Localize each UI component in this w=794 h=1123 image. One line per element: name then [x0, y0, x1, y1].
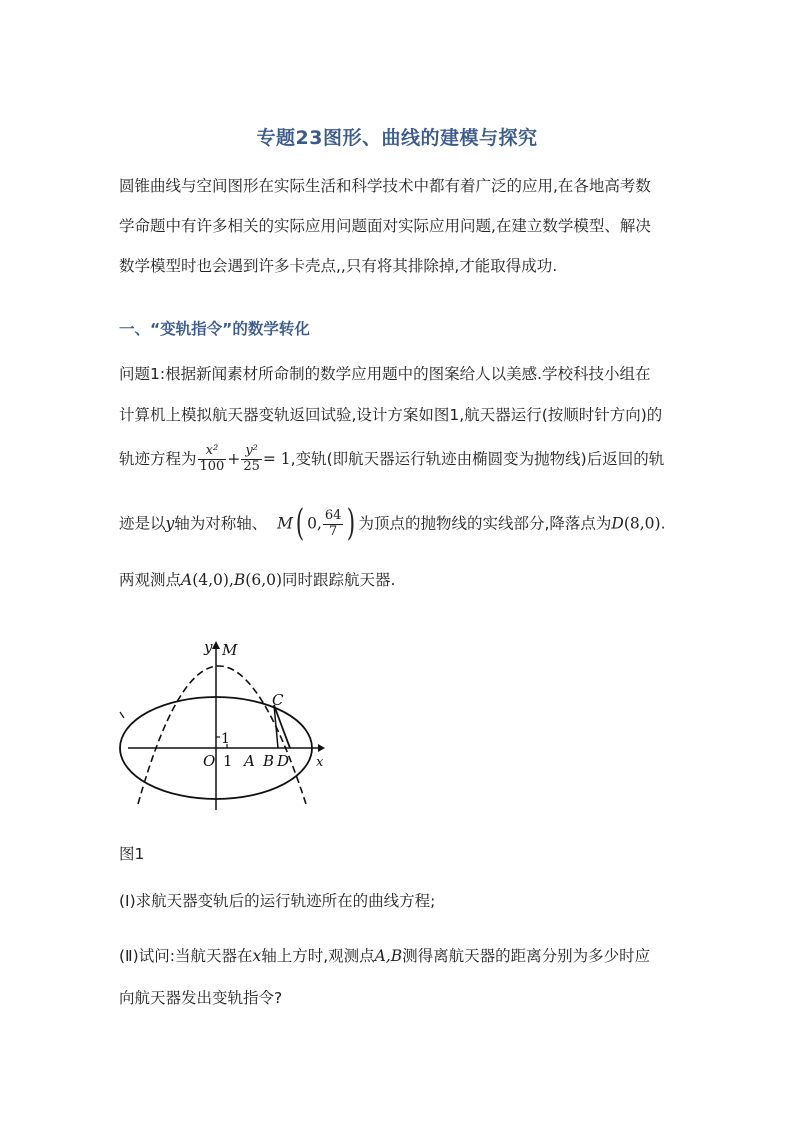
A-coord: (4,0)	[192, 571, 229, 589]
text-span: (Ⅱ)试问:当航天器在	[119, 947, 253, 965]
label-B: B	[263, 752, 275, 770]
problem-line-5	[119, 568, 395, 590]
page-title: 专题23图形、曲线的建模与探究	[256, 127, 538, 149]
label-x: x	[316, 755, 324, 770]
D-coord: (8,0)	[623, 514, 661, 533]
question-2-line-1	[119, 944, 650, 966]
text-span: 测得离航天器的距离分别为多少时应	[402, 947, 651, 965]
figure-1-diagram	[118, 632, 328, 810]
problem-line-4	[119, 503, 666, 544]
fraction-64-over-7	[323, 509, 344, 540]
y-axis-arrow	[212, 641, 220, 649]
fraction-numerator: y²	[241, 444, 262, 460]
edge-mark	[120, 712, 124, 718]
text-span: 为顶点的抛物线的实线部分,降落点为	[358, 514, 612, 533]
text-span: 两观测点	[119, 571, 182, 589]
fraction-numerator: 64	[324, 507, 342, 523]
text-span: ,变轨(即航天器运行轨迹由椭圆变为抛物线)后返回的轨	[290, 449, 665, 468]
plus-sign: +	[227, 449, 241, 468]
text-span: 迹是以	[119, 514, 166, 533]
var-x: x	[252, 947, 262, 965]
text-span: .	[660, 514, 666, 533]
var-A: A	[181, 571, 193, 589]
intro-line-2: 学命题中有许多相关的实际应用问题面对实际应用问题,在建立数学模型、解决	[119, 217, 651, 235]
figure-caption: 图1	[119, 845, 145, 863]
text-span: 轴上方时,观测点	[261, 947, 375, 965]
fraction-y2-over-25	[241, 444, 262, 475]
var-B: B	[233, 571, 246, 589]
problem-line-2: 计算机上模拟航天器变轨返回试验,设计方案如图1,航天器运行(按顺时针方向)的	[119, 406, 663, 424]
fraction-x2-over-100	[198, 444, 227, 475]
problem-line-1: 问题1:根据新闻素材所命制的数学应用题中的图案给人以美感.学校科技小组在	[119, 365, 651, 383]
intro-line-1: 圆锥曲线与空间图形在实际生活和科学技术中都有着广泛的应用,在各地高考数	[119, 177, 651, 195]
fraction-denominator: 100	[199, 458, 225, 474]
label-A: A	[244, 752, 255, 770]
B-coord: (6,0)	[245, 571, 283, 589]
label-D: D	[277, 752, 290, 770]
question-2-line-2: 向航天器发出变轨指令?	[119, 989, 283, 1007]
left-paren: (	[295, 503, 305, 544]
question-1: (Ⅰ)求航天器变轨后的运行轨迹所在的曲线方程;	[119, 892, 436, 910]
fraction-denominator: 25	[243, 458, 260, 474]
equals-one: = 1	[262, 449, 291, 468]
var-A-B: A,B	[374, 947, 403, 965]
x-axis-arrow	[318, 744, 325, 752]
fraction-denominator: 7	[329, 523, 338, 539]
var-M: M	[277, 514, 294, 533]
fraction-numerator: x²	[198, 444, 227, 460]
text-span: 轴为对称轴、	[174, 514, 268, 533]
label-y: y	[204, 638, 213, 656]
M-x-coord: 0,	[307, 514, 322, 533]
text-span: 轨迹方程为	[119, 449, 197, 468]
var-D: D	[611, 514, 624, 533]
label-O: O	[203, 752, 216, 770]
intro-line-3: 数学模型时也会遇到许多卡壳点,,只有将其排除掉,才能取得成功.	[119, 257, 558, 275]
var-y: y	[165, 514, 175, 533]
problem-line-3	[119, 444, 664, 475]
text-span: 同时跟踪航天器.	[282, 571, 396, 589]
right-paren: )	[347, 503, 356, 544]
label-C: C	[272, 691, 284, 709]
label-M: M	[222, 641, 238, 659]
label-one-x: 1	[223, 752, 233, 770]
label-one-y: 1	[221, 731, 230, 747]
section-heading: 一、“变轨指令”的数学转化	[119, 320, 310, 338]
comma: ,	[228, 571, 234, 589]
